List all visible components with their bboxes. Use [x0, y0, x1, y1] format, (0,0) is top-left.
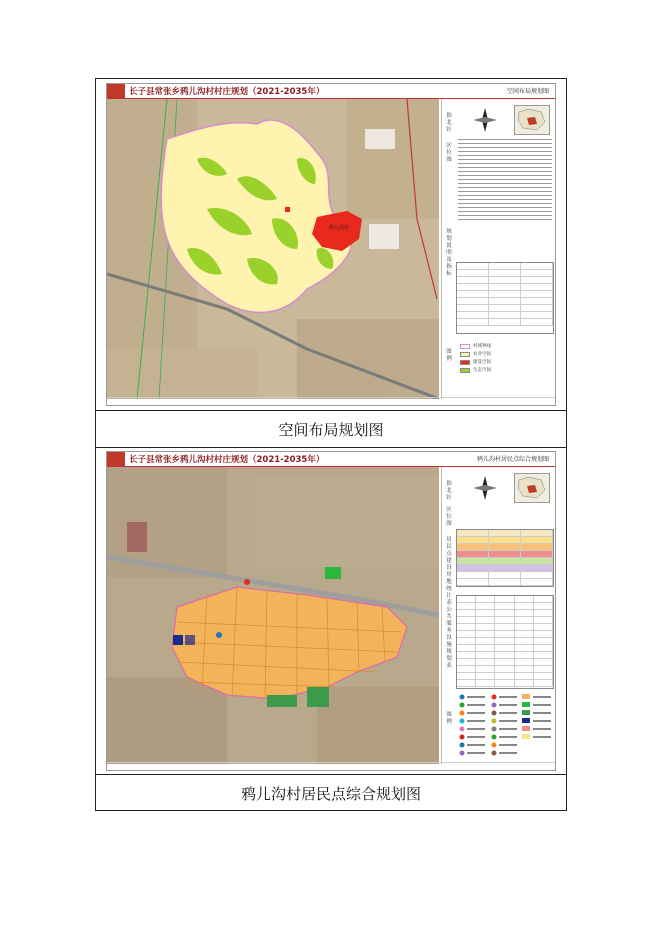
- sheet-subtitle: 鸦儿沟村居民点综合规划图: [476, 456, 549, 463]
- caption-1: 空间布局规划图: [96, 410, 566, 447]
- spatial-layout-map: [107, 99, 439, 399]
- location-map-icon: [514, 105, 550, 135]
- facility-table: [456, 595, 554, 689]
- facility-table-tag: 公共服务设施规划表: [446, 607, 452, 669]
- location-map-icon: [514, 473, 550, 503]
- sheet-header: [107, 452, 555, 467]
- legend-item: 村域界线: [460, 342, 491, 350]
- indicator-table: [456, 262, 554, 334]
- legend-item: 农业空间: [460, 350, 491, 358]
- sheet-title: 长子县常张乡鸦儿沟村村庄规划（2021-2035年）: [129, 87, 325, 97]
- map-cell-2: [96, 447, 566, 773]
- map-sheet-1: [106, 83, 556, 406]
- notes-tag: 规划说明及指标: [446, 229, 452, 277]
- legend-tag: 图例: [446, 712, 452, 725]
- sheet-subtitle: 空间布局规划图: [506, 88, 549, 95]
- legend-list: [460, 342, 491, 374]
- caption-2: 鸦儿沟村居民点综合规划图: [96, 774, 566, 811]
- location-tag: 区位图: [446, 143, 452, 163]
- legend-panel: [441, 99, 556, 399]
- north-arrow-icon: [472, 475, 498, 501]
- north-arrow-tag: 指北针: [446, 481, 452, 501]
- sheet-footer: [107, 762, 555, 770]
- legend-item: 生态空间: [460, 366, 491, 374]
- legend-tag: 图例: [446, 349, 452, 362]
- sheet-title: 长子县常张乡鸦儿沟村村庄规划（2021-2035年）: [129, 455, 325, 465]
- village-label: 鸦儿沟村: [329, 225, 350, 231]
- land-table-tag: 居民点建设用地统计表: [446, 537, 452, 606]
- legend-item: 建设空间: [460, 358, 491, 366]
- location-tag: 区位图: [446, 507, 452, 527]
- sheet-footer: [107, 397, 555, 405]
- legend-grid: [458, 693, 554, 765]
- north-arrow-icon: [472, 107, 498, 133]
- settlement-plan-map: [107, 467, 439, 764]
- document-table: [95, 78, 567, 811]
- sheet-header: [107, 84, 555, 99]
- map-sheet-2: [106, 451, 556, 771]
- north-arrow-tag: 指北针: [446, 113, 452, 133]
- land-use-table: [456, 529, 554, 587]
- map-cell-1: [96, 79, 566, 410]
- legend-panel: [441, 467, 556, 764]
- planning-notes: [458, 139, 552, 229]
